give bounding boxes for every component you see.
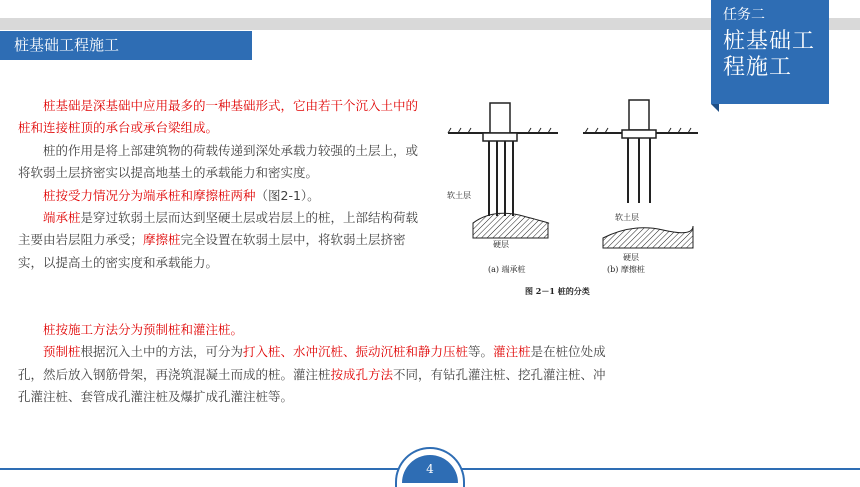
section-title-bar (0, 31, 252, 60)
paragraph-construction-method (18, 319, 618, 341)
classification-text: 桩按受力情况分为端承桩和摩擦桩两种 (43, 187, 256, 203)
cast-in-place-types: 不同，有钻孔灌注桩、挖孔灌注桩、冲孔灌注桩、套管成孔灌注桩及爆扩成孔灌注桩等。 (18, 366, 606, 405)
term-precast-pile: 预制桩 (43, 344, 81, 360)
end-bearing-pile-drawing (448, 103, 558, 238)
page-number: 4 (402, 455, 458, 483)
main-text (18, 95, 420, 274)
paragraph-classification (18, 185, 420, 207)
soft-soil-label-b: 软土层 (615, 213, 639, 222)
hard-layer-label-a: 硬层 (493, 240, 509, 249)
hard-layer-label-b: 硬层 (623, 253, 639, 262)
friction-pile-drawing (583, 100, 698, 248)
section-title: 桩基础工程施工 (14, 36, 120, 54)
caption-a: (a) 端承桩 (488, 265, 526, 274)
definition-text: 桩基础是深基础中应用最多的一种基础形式，它由若干个沉入土中的桩和连接桩顶的承台或承台梁组成。 (18, 98, 419, 136)
figure-caption: 图 2－1 桩的分类 (525, 286, 590, 296)
paragraph-pile-types (18, 207, 420, 274)
cast-in-place-text: 是在桩位处成孔，然后放入钢筋骨架，再浇筑混凝土而成的桩。灌注桩 (18, 344, 606, 382)
figure-reference: （图2-1）。 (255, 187, 320, 203)
soft-soil-label-a: 软土层 (447, 191, 471, 200)
term-friction-pile: 摩擦桩 (143, 232, 181, 248)
end-bearing-description: 是穿过软弱土层而达到坚硬土层或岩层上的桩，上部结构荷载主要由岩层阻力承受； (18, 210, 419, 248)
paragraph-precast-and-cast (18, 341, 618, 408)
task-name: 桩基础工程施工 (723, 29, 816, 80)
construction-text (18, 319, 618, 409)
term-cast-in-place-pile: 灌注桩 (493, 344, 531, 360)
pile-classification-figure (433, 88, 703, 318)
friction-description: 完全设置在软弱土层中，将软弱土层挤密实，以提高土的密实度和承载能力。 (18, 232, 406, 270)
precast-text-1: 根据沉入土中的方法，可分为 (80, 344, 244, 360)
term-end-bearing-pile: 端承桩 (43, 210, 81, 226)
construction-method-text: 桩按施工方法分为预制桩和灌注桩。 (43, 322, 244, 337)
precast-methods: 打入桩、水冲沉桩、振动沉桩和静力压桩 (243, 344, 469, 360)
pile-diagram (433, 88, 703, 318)
task-tab (711, 0, 829, 104)
caption-b: (b) 摩擦桩 (607, 265, 645, 274)
term-hole-forming-method: 按成孔方法 (330, 366, 394, 382)
paragraph-definition (18, 95, 420, 140)
precast-text-2: 等。 (468, 344, 494, 360)
task-label: 任务二 (723, 7, 765, 23)
paragraph-function: 桩的作用是将上部建筑物的荷载传递到深处承载力较强的土层上，或将软弱土层挤密实以提高地基土的承载能力和密实度。 (18, 142, 419, 181)
